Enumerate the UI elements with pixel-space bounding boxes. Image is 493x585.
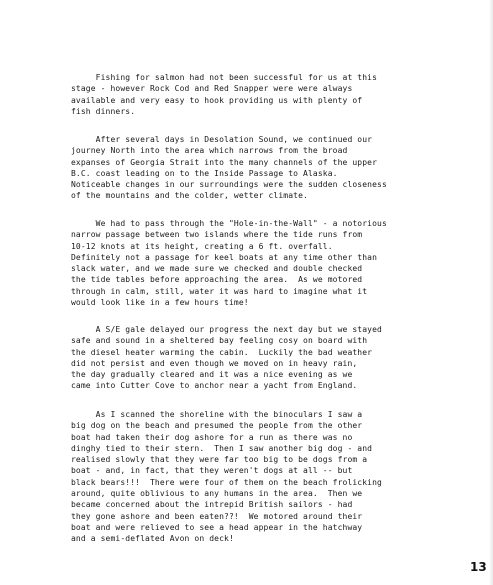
text-line: boat had taken their dog ashore for a run as there was no [71,432,353,442]
text-line: around, quite oblivious to any humans in the area. Then we [71,489,363,499]
text-line: did not persist and even though we moved on in heavy rain, [71,358,358,368]
text-line: boat - and, in fact, that they weren't dogs at all -- but [71,466,353,476]
text-line: safe and sound in a sheltered bay feeling cosy on board with [71,336,368,346]
text-line: black bears!!! There were four of them on the beach frolicking [71,477,382,487]
text-line: stage - however Rock Cod and Red Snapper were were always [71,84,353,94]
text-line: they gone ashore and been eaten??! We motored around their [71,511,363,521]
text-line: realised slowly that they were far too big to be dogs from a [71,455,368,465]
text-line: narrow passage between two islands where the tide runs from [71,230,363,240]
text-line: After several days in Desolation Sound, we continued our [71,135,373,144]
text-line: dinghy tied to their stern. Then I saw another big dog - and [71,443,373,453]
text-line: Noticeable changes in our surroundings were the sudden closeness [71,180,387,190]
text-line: boat and were relieved to see a head appear in the hatchway [71,522,363,532]
page-number: 13 [470,560,487,574]
paragraph-black-bears [71,409,461,545]
page-edge-shadow [489,0,493,585]
text-line: the day gradually cleared and it was a nice evening as we [71,370,353,380]
text-line: B.C. coast leading on to the Inside Passage to Alaska. [71,168,338,178]
text-line: A S/E gale delayed our progress the next day but we stayed [71,325,382,334]
text-line: the diesel heater warming the cabin. Luckily the bad weather [71,347,373,357]
text-line: big dog on the beach and presumed the people from the other [71,421,363,431]
text-line: expanses of Georgia Strait into the many channels of the upper [71,157,378,167]
text-line: of the mountains and the colder, wetter climate. [71,191,308,201]
text-line: through in calm, still, water it was hard to imagine what it [71,286,368,296]
text-line: As I scanned the shoreline with the binoculars I saw a [71,410,363,419]
text-line: 10-12 knots at its height, creating a 6 ft. overfall. [71,241,333,251]
paragraph-gale [71,324,461,392]
text-line: slack water, and we made sure we checked and double checked [71,264,363,274]
text-line: Definitely not a passage for keel boats at any time other than [71,252,378,262]
text-line: fish dinners. [71,106,136,116]
paragraph-desolation-sound [71,134,461,202]
text-line: Fishing for salmon had not been successful for us at this [71,73,378,82]
text-line: available and very easy to hook providing us with plenty of [71,95,363,105]
text-line: would look like in a few hours time! [71,298,249,308]
text-line: the tide tables before approaching the area. As we motored [71,275,363,285]
text-line: became concerned about the intrepid British sailors - had [71,500,353,510]
paragraph-fishing [71,72,461,117]
text-line: came into Cutter Cove to anchor near a yacht from England. [71,381,358,391]
text-line: We had to pass through the "Hole-in-the-Wall" - a notorious [71,219,387,228]
text-line: journey North into the area which narrows from the broad [71,146,348,156]
paragraph-hole-in-the-wall [71,218,461,308]
text-line: and a semi-deflated Avon on deck! [71,534,234,544]
